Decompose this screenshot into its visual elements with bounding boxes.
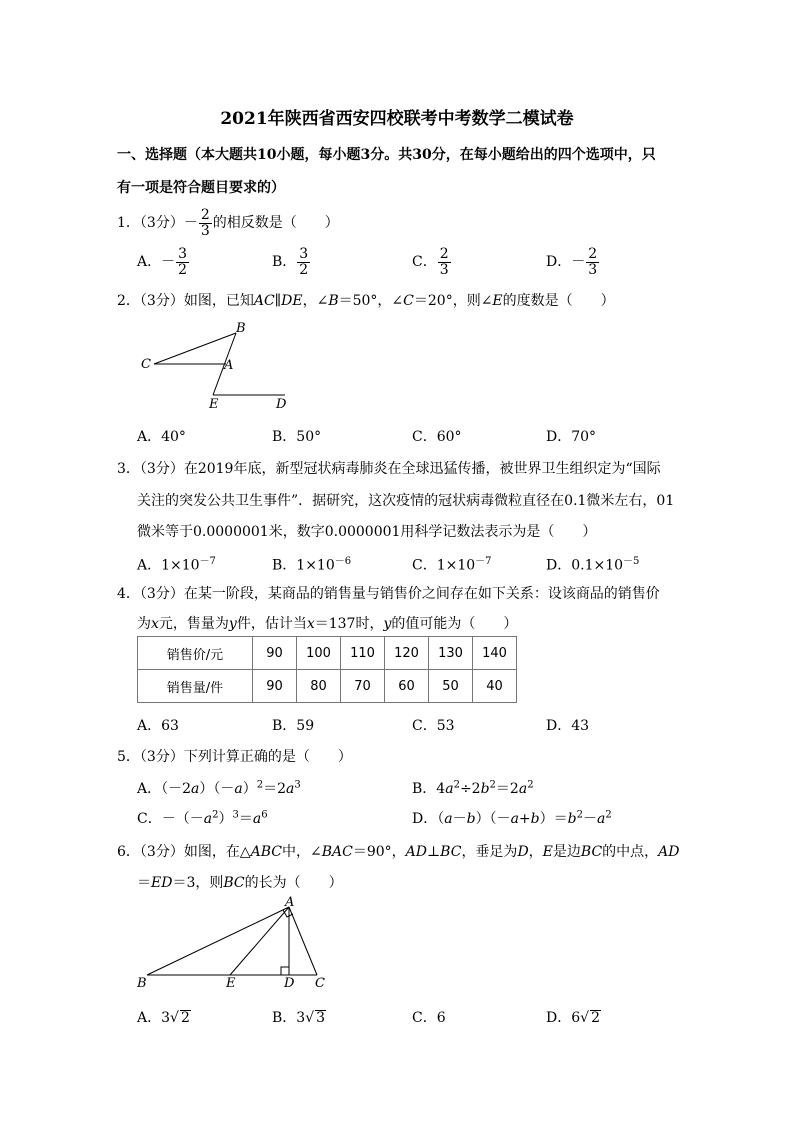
section-heading-line1: 一、选择题（本大题共10小题，每小题3分。共30分，在每小题给出的四个选项中，只 [117, 147, 656, 163]
q4-option-a[interactable]: A．63 [137, 718, 179, 734]
q3-option-d[interactable]: D．$0.1\times 10^{-5}$ [546, 556, 640, 574]
q6-label-c: C [315, 976, 325, 991]
table-cell: 110 [341, 637, 385, 670]
q6-label-d: D [284, 976, 295, 991]
q3-option-a[interactable]: A．$1\times 10^{-7}$ [137, 556, 216, 574]
page-title: 2021年陕西省西安四校联考中考数学二模试卷 [220, 109, 574, 129]
q2-option-c[interactable]: C．60° [412, 429, 462, 445]
q2-label-e: E [209, 397, 219, 412]
q6-option-d[interactable]: D．6√ 2 [546, 1010, 600, 1026]
q2-figure [135, 318, 305, 413]
table-cell: 80 [297, 670, 341, 703]
q6-label-a: A [285, 895, 295, 910]
q5-option-c[interactable]: C．$-(-a^2)^3=a^6$ [137, 809, 268, 827]
table-cell: 40 [473, 670, 517, 703]
q6-right-angle-d [281, 967, 289, 975]
q4-table [137, 636, 517, 703]
q1-option-a[interactable]: A．－ $\frac{3}{2}$ [137, 246, 188, 278]
q4-option-d[interactable]: D．43 [546, 718, 590, 734]
section-heading-line2: 有一项是符合题目要求的） [117, 180, 285, 196]
table-row [138, 637, 517, 670]
table-cell: 90 [253, 637, 297, 670]
table-cell: 50 [429, 670, 473, 703]
table-header-volume: 销售量/件 [138, 670, 253, 703]
table-cell: 140 [473, 637, 517, 670]
table-row [138, 670, 517, 703]
table-cell: 100 [297, 637, 341, 670]
q6-figure [130, 895, 340, 995]
q6-label-b: B [137, 976, 147, 991]
table-cell: 130 [429, 637, 473, 670]
q6-segment-ac [289, 907, 317, 975]
q3-stem-line2: 关注的突发公共卫生事件”．据研究，这次疫情的冠状病毒微粒直径在0.1微米左右，01 [137, 493, 675, 509]
q4-option-c[interactable]: C．53 [412, 718, 455, 734]
q2-option-b[interactable]: B．50° [272, 429, 322, 445]
q1-option-b[interactable]: B． $\frac{3}{2}$ [272, 246, 309, 278]
q3-option-c[interactable]: C．$1\times 10^{-7}$ [412, 556, 492, 574]
q6-option-a[interactable]: A．3√ 2 [137, 1010, 190, 1026]
q4-option-b[interactable]: B．59 [272, 718, 315, 734]
q2-option-a[interactable]: A．40° [137, 429, 186, 445]
q2-label-d: D [276, 397, 287, 412]
q4-stem-line1: 4．（3分）在某一阶段，某商品的销售量与销售价之间存在如下关系：设该商品的销售价 [117, 586, 660, 602]
q6-stem-line1: 6．（3分）如图，在△ABC中，∠BAC＝90°，AD⊥BC，垂足为D，E是边BC的中点，AD [117, 844, 680, 860]
q1-stem: 1．（3分）－ $\frac{2}{3}$ 的相反数是（ ） [117, 207, 339, 239]
q3-option-b[interactable]: B．$1\times 10^{-6}$ [272, 556, 352, 574]
q6-segment-ae [230, 907, 289, 975]
q2-label-b: B [236, 321, 246, 336]
q1-option-d[interactable]: D．－ $\frac{2}{3}$ [546, 246, 598, 278]
q1-fraction: $\frac{2}{3}$ [200, 207, 210, 239]
q5-option-a[interactable]: A．$(-2a)(-a)^2=2a^3$ [137, 779, 301, 797]
table-cell: 60 [385, 670, 429, 703]
q6-option-b[interactable]: B．3√ 3 [272, 1010, 326, 1026]
q2-stem: 2．（3分）如图，已知AC∥DE，∠B＝50°，∠C＝20°，则∠E的度数是（ ） [117, 293, 615, 309]
q6-segment-ba [147, 907, 289, 975]
q3-stem-line3: 微米等于0.0000001米，数字0.0000001用科学记数法表示为是（ ） [137, 524, 597, 540]
table-cell: 120 [385, 637, 429, 670]
q2-label-a: A [224, 358, 234, 373]
table-cell: 90 [253, 670, 297, 703]
q2-label-c: C [141, 357, 151, 372]
q1-option-c[interactable]: C． $\frac{2}{3}$ [412, 246, 449, 278]
q6-stem-line2: ＝ED＝3，则BC的长为（ ） [137, 875, 343, 891]
q6-label-e: E [226, 976, 236, 991]
q5-option-b[interactable]: B．$4a^2\div 2b^2=2a^2$ [412, 779, 534, 797]
q4-stem-line2: 为x元，售量为y件，估计当x＝137时，y的值可能为（ ） [137, 616, 518, 632]
q2-option-d[interactable]: D．70° [546, 429, 597, 445]
table-header-price: 销售价/元 [138, 637, 253, 670]
q5-option-d[interactable]: D．$(a-b)(-a+b)=b^2-a^2$ [412, 809, 612, 827]
q5-stem: 5．（3分）下列计算正确的是（ ） [117, 749, 352, 765]
q3-stem-line1: 3．（3分）在2019年底，新型冠状病毒肺炎在全球迅猛传播，被世界卫生组织定为“国际 [117, 461, 661, 477]
table-cell: 70 [341, 670, 385, 703]
q6-option-c[interactable]: C．6 [412, 1010, 446, 1026]
